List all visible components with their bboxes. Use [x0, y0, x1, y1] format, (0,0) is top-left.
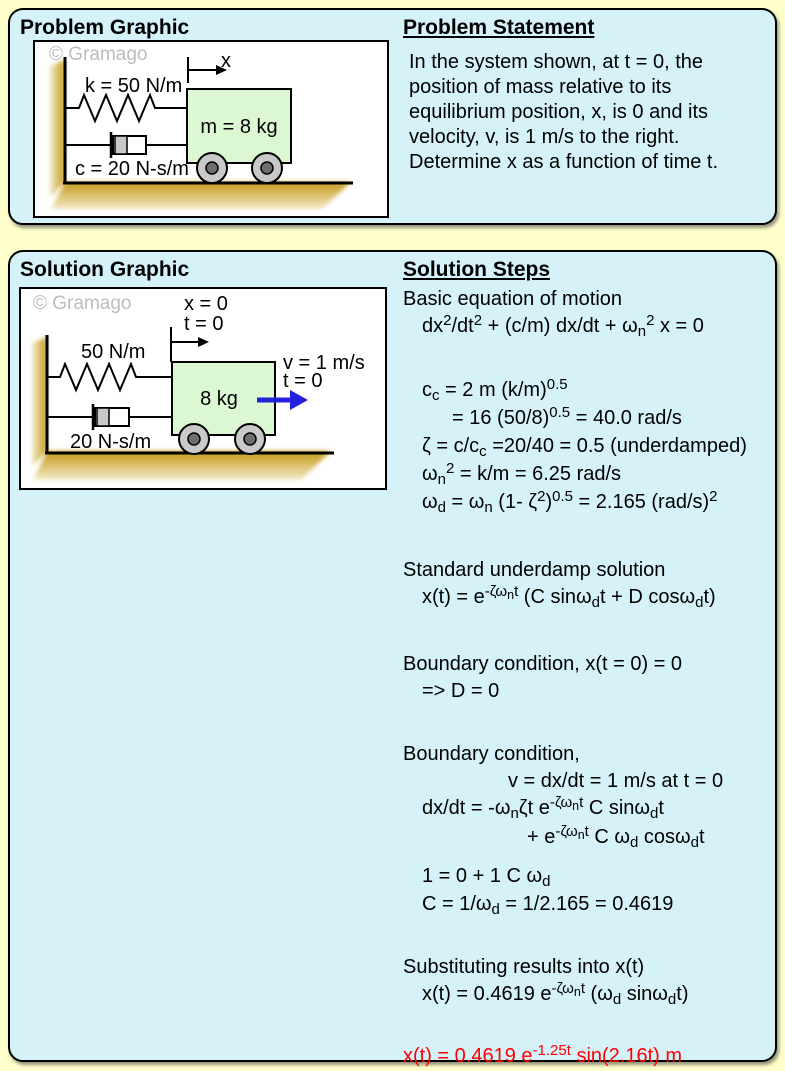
spring: [47, 364, 172, 390]
solution-step-line: Substituting results into x(t): [403, 956, 645, 978]
ground-shadow: [51, 182, 351, 209]
spring-label: 50 N/m: [81, 341, 146, 363]
solution-step-line: Boundary condition,: [403, 743, 580, 765]
solution-diagram-svg: [21, 289, 385, 488]
statement-line: equilibrium position, x, is 0 and its: [409, 101, 709, 123]
watermark: © Gramago: [33, 293, 132, 314]
problem-diagram: [33, 40, 389, 218]
axis-label: x: [221, 50, 231, 72]
ground-shadow: [33, 451, 331, 480]
problem-statement: [409, 50, 718, 175]
solution-steps-lines: [403, 286, 747, 1071]
solution-step-line: v = dx/dt = 1 m/s at t = 0: [508, 770, 724, 792]
ref-label-t: t = 0: [184, 313, 224, 335]
wheel: [179, 424, 209, 454]
spring-label: k = 50 N/m: [85, 75, 183, 97]
step-gap: [403, 517, 747, 557]
mass-label: 8 kg: [200, 388, 238, 410]
damper-label: 20 N-s/m: [70, 431, 152, 453]
step-gap: [403, 613, 747, 651]
solution-step-line: $x(t) = e^{-\zeta\omega nt}$ (C sinω$_d$t + D cosω$_d$t): [422, 583, 716, 611]
solution-step-line: = 16 $(50/8)^{0.5} = 40.0$ rad/s: [452, 404, 682, 429]
statement-line: position of mass relative to its: [409, 76, 672, 98]
damper-label: c = 20 N-s/m: [75, 158, 189, 180]
solution-step-line: $\omega_n^2 = k/m = 6.25$ rad/s: [422, 460, 622, 488]
wheel: [235, 424, 265, 454]
damper: [65, 132, 187, 158]
solution-step-line: $dx^2/dt^2 + (c/m) dx/dt + \omega_n^2$ x = 0: [422, 312, 704, 340]
solution-step-line: $dx/dt = -\omega_n\zeta t$ $e^{-\zeta\omega nt}$ C sinω$_d$t: [422, 794, 664, 822]
problem-diagram-svg: [35, 42, 387, 216]
solution-step-line: Basic equation of motion: [403, 288, 623, 310]
damper: [47, 404, 172, 430]
solution-step-line: => D = 0: [422, 680, 500, 702]
problem-panel: [8, 8, 777, 225]
solution-diagram: [19, 287, 387, 490]
step-gap: [403, 1010, 747, 1043]
wall-shadow: [50, 60, 65, 198]
solution-step-line: $c_c = 2$ m $(k/m)^{0.5}$: [422, 376, 568, 404]
solution-step-line: x(t) = 0.4619 $e^{-\zeta\omega nt}$ ($\omega_d$ sinω$_d$t): [422, 980, 689, 1008]
ref-label-x: x = 0: [184, 293, 228, 315]
wheel: [252, 153, 282, 183]
solution-step-line: Boundary condition, x(t = 0) = 0: [403, 653, 683, 675]
solution-steps-title: Solution Steps: [403, 258, 550, 281]
mass-label: m = 8 kg: [200, 116, 278, 138]
watermark: © Gramago: [49, 44, 148, 65]
solution-step-line: $C = 1/\omega_d = 1/2.165 = 0.4619$: [422, 893, 674, 918]
statement-line: In the system shown, at t = 0, the: [409, 51, 704, 73]
solution-step-line: Standard underdamp solution: [403, 559, 666, 581]
solution-graphic-title: Solution Graphic: [20, 258, 190, 281]
final-answer-line: x(t) = 0.4619 $e^{-1.25t}$ sin(2.16t) m: [403, 1042, 683, 1067]
solution-step-line: $\zeta = c/c_c =20/40 = 0.5$ (underdamped): [422, 435, 747, 460]
solution-panel: [8, 250, 777, 1067]
problem-statement-title: Problem Statement: [403, 16, 595, 39]
statement-line: Determine x as a function of time t.: [409, 151, 719, 173]
step-gap: [403, 705, 747, 741]
velocity-label-t: t = 0: [283, 370, 323, 392]
wall-shadow: [32, 337, 47, 467]
step-gap: [403, 341, 747, 377]
solution-step-line: 1 = 0 + 1 C $\omega_d$: [422, 865, 551, 890]
velocity-label-v: v = 1 m/s: [283, 352, 365, 374]
solution-step-line: + $e^{-\zeta\omega nt}$ C $\omega_d$ cosω$_d$t: [527, 823, 705, 851]
problem-graphic-title: Problem Graphic: [20, 16, 190, 39]
statement-line: velocity, v, is 1 m/s to the right.: [409, 126, 680, 148]
step-gap: [403, 919, 747, 954]
spring: [65, 95, 187, 121]
wheel: [197, 153, 227, 183]
solution-step-line: $\omega_d = \omega_n$ (1- $\zeta^2)^{0.5} = 2.165$ $(rad/s)^2$: [422, 488, 718, 516]
